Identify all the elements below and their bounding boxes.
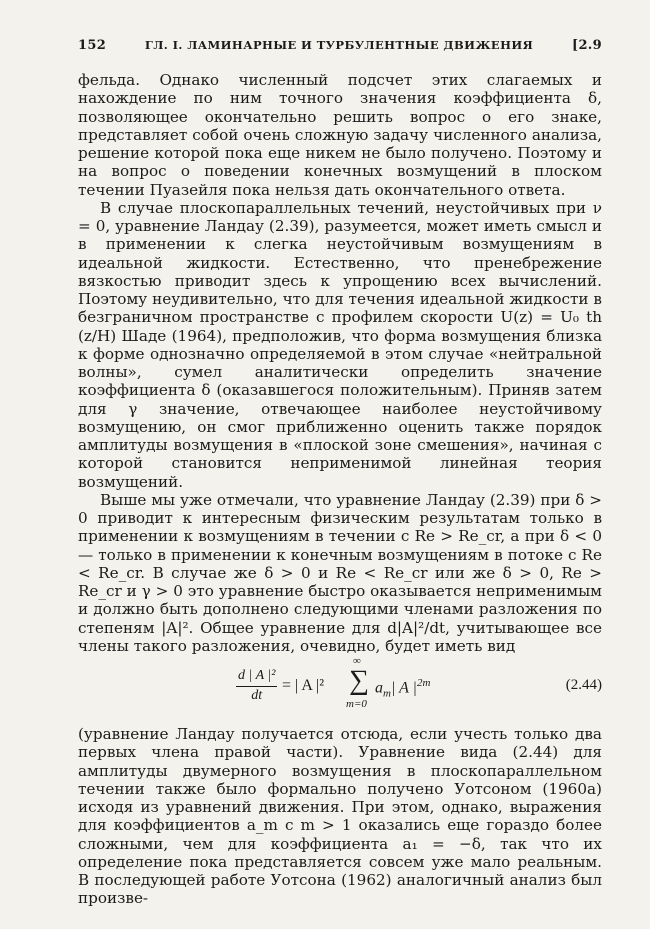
equation-rhs-left: = | A |² xyxy=(282,677,325,694)
sum-upper-limit: ∞ xyxy=(353,655,361,667)
page-number: 152 xyxy=(78,38,107,53)
equation-numerator: d | A |² xyxy=(236,668,277,687)
section-marker: [2.9 xyxy=(572,38,602,53)
book-page xyxy=(78,38,602,908)
paragraph-3: Выше мы уже отмечали, что уравнение Ландау (2.39) при δ > 0 приводит к интересным физическим результатам только в применении к возмущениям в течении с Re > Re_cr, а при δ < 0 — только в применении к конечным возмущениям в потоке с Re < Re_cr. В случае же δ > 0 и Re < Re_cr или же δ > 0, Re > Re_cr и γ > 0 это уравнение быстро оказывается неприменимым и должно быть дополнено следующими членами разложения по степеням |A|². Общее уравнение для d|A|²/dt, учитывающее все члены такого разложения, очевидно, будет иметь вид xyxy=(78,490,602,655)
page-header xyxy=(78,38,602,53)
abs-a: | A | xyxy=(390,679,417,697)
coef-subscript: m xyxy=(383,687,391,700)
summation-icon: ∑ xyxy=(349,665,369,696)
paragraph-1: фельда. Однако численный подсчет этих слагаемых и нахождение по ним точного значения коэффициента δ, позволяющее окончательно решить вопрос о его знаке, представляет собой очень сложную задачу численного анализа, решение которой пока еще никем не было получено. Поэтому и на вопрос о поведении конечных возмущений в плоском течении Пуазейля пока нельзя дать окончательного ответа. xyxy=(78,71,602,199)
sum-lower-limit: m=0 xyxy=(346,698,367,710)
equation-fraction xyxy=(236,668,277,704)
coef-a: a xyxy=(375,679,383,697)
equation-2-44 xyxy=(78,657,602,721)
paragraph-4: (уравнение Ландау получается отсюда, если учесть только два первых члена правой части). Уравнение вида (2.44) для амплитуды двумерного возмущения в плоскопараллельном течении также было формально получено Уотсоном (1960а) исходя из уравнений движения. При этом, однако, выражения для коэффициентов a_m с m > 1 оказались еще гораздо более сложными, чем для коэффициента a₁ = −δ, так что их определение пока представляется совсем уже мало реальным. В последующей работе Уотсона (1962) аналогичный анализ был произве- xyxy=(78,725,602,908)
exponent: 2m xyxy=(416,677,431,689)
running-title: ГЛ. I. ЛАМИНАРНЫЕ И ТУРБУЛЕНТНЫЕ ДВИЖЕНИЯ xyxy=(144,38,534,52)
equation-denominator: dt xyxy=(251,688,263,703)
paragraph-2: В случае плоскопараллельных течений, неустойчивых при ν = 0, уравнение Ландау (2.39), разумеется, может иметь смысл и в применении к слегка неустойчивым возмущениям в идеальной жидкости. Естественно, что пренебрежение вязкостью приводит здесь к упрощению всех вычислений. Поэтому неудивительно, что для течения идеальной жидкости в безграничном пространстве с профилем скорости U(z) = U₀ th (z/H) Шаде (1964), предположив, что форма возмущения близка к форме однозначно определяемой в этом случае «нейтральной волны», сумел аналитически определить значение коэффициента δ (оказавшегося положительным). Приняв затем для γ значение, отвечающее наиболее неустойчивому возмущению, он смог приближенно оценить также порядок амплитуды возмущения в «плоской зоне смешения», начиная с которой становится неприменимой линейная теория возмущений. xyxy=(78,198,602,491)
equation-rhs-term xyxy=(375,677,430,700)
equation-number: (2.44) xyxy=(565,677,602,693)
